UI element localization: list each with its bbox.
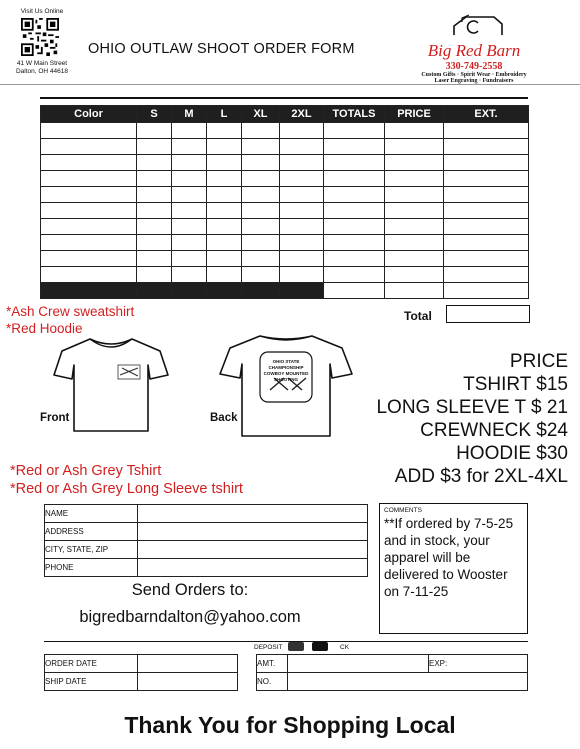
col-ext: EXT. <box>444 106 529 123</box>
order-cell[interactable] <box>41 155 137 171</box>
col-m: M <box>172 106 207 123</box>
order-cell[interactable] <box>242 251 280 267</box>
order-footer-cell[interactable] <box>324 283 385 299</box>
order-row <box>41 203 529 219</box>
order-cell[interactable] <box>207 203 242 219</box>
order-cell[interactable] <box>324 187 385 203</box>
order-footer-cell[interactable] <box>444 283 529 299</box>
order-cell[interactable] <box>324 203 385 219</box>
total-field[interactable] <box>446 305 530 323</box>
price-hoodie: HOODIE $30 <box>456 443 568 464</box>
order-cell[interactable] <box>137 139 172 155</box>
order-cell[interactable] <box>324 155 385 171</box>
form-title: OHIO OUTLAW SHOOT ORDER FORM <box>88 41 355 57</box>
ship-date-label: SHIP DATE <box>45 673 138 691</box>
order-footer-cell <box>207 283 242 299</box>
thank-you-footer: Thank You for Shopping Local <box>124 712 456 738</box>
back-print-text <box>263 359 309 383</box>
dates-table <box>44 654 238 691</box>
price-heading: PRICE <box>509 351 568 372</box>
col-2xl: 2XL <box>280 106 324 123</box>
option-tshirt: *Red or Ash Grey Tshirt <box>10 463 162 479</box>
shirt-back-label: Back <box>210 412 238 424</box>
order-cell[interactable] <box>137 219 172 235</box>
order-cell[interactable] <box>242 219 280 235</box>
qr-code[interactable] <box>21 18 59 56</box>
order-cell[interactable] <box>207 187 242 203</box>
order-cell[interactable] <box>137 155 172 171</box>
order-cell[interactable] <box>207 123 242 139</box>
order-cell[interactable] <box>137 187 172 203</box>
name-label: NAME <box>45 505 138 523</box>
order-cell[interactable] <box>444 203 529 219</box>
brand-name: Big Red Barn <box>427 41 521 60</box>
order-cell[interactable] <box>207 267 242 283</box>
order-row <box>41 235 529 251</box>
order-cell[interactable] <box>41 171 137 187</box>
city-state-zip-field[interactable] <box>138 541 368 559</box>
order-cell[interactable] <box>385 203 444 219</box>
exp-field[interactable] <box>459 655 528 673</box>
phone-label: PHONE <box>45 559 138 577</box>
order-row <box>41 123 529 139</box>
order-cell[interactable] <box>172 235 207 251</box>
order-cell[interactable] <box>324 171 385 187</box>
pricing-list <box>376 350 568 488</box>
option-long-sleeve: *Red or Ash Grey Long Sleeve tshirt <box>10 481 243 497</box>
brand-logo <box>404 14 544 84</box>
order-footer-cell[interactable] <box>385 283 444 299</box>
order-cell[interactable] <box>324 139 385 155</box>
amt-label: AMT. <box>257 655 288 673</box>
amt-field[interactable] <box>288 655 429 673</box>
order-cell[interactable] <box>207 171 242 187</box>
order-footer-cell <box>172 283 207 299</box>
comments-label: COMMENTS <box>384 507 422 514</box>
send-orders-label: Send Orders to: <box>131 581 249 599</box>
order-cell[interactable] <box>324 219 385 235</box>
order-cell[interactable] <box>207 219 242 235</box>
order-cell[interactable] <box>137 123 172 139</box>
payment-table <box>256 654 528 691</box>
order-date-label: ORDER DATE <box>45 655 138 673</box>
order-cell[interactable] <box>444 155 529 171</box>
city-state-zip-label: CITY, STATE, ZIP <box>45 541 138 559</box>
order-cell[interactable] <box>280 251 324 267</box>
order-cell[interactable] <box>444 187 529 203</box>
header-divider <box>0 84 580 85</box>
order-row <box>41 139 529 155</box>
order-cell[interactable] <box>242 203 280 219</box>
order-row <box>41 171 529 187</box>
order-footer-cell <box>242 283 280 299</box>
no-label: NO. <box>257 673 288 691</box>
order-cell[interactable] <box>242 155 280 171</box>
col-color: Color <box>41 106 137 123</box>
address-label: ADDRESS <box>45 523 138 541</box>
order-cell[interactable] <box>385 251 444 267</box>
order-cell[interactable] <box>242 171 280 187</box>
comments-text: **If ordered by 7-5-25 and in stock, your apparel will be delivered to Wooster on 7-11-25 <box>384 516 514 599</box>
order-cell[interactable] <box>242 123 280 139</box>
order-cell[interactable] <box>172 139 207 155</box>
comments-box[interactable] <box>379 503 528 634</box>
store-address <box>10 60 74 76</box>
order-table-topline <box>40 97 528 99</box>
order-cell[interactable] <box>137 235 172 251</box>
order-cell[interactable] <box>242 187 280 203</box>
options-bottom <box>10 462 243 498</box>
order-cell[interactable] <box>41 267 137 283</box>
order-cell[interactable] <box>385 139 444 155</box>
order-cell[interactable] <box>280 219 324 235</box>
no-field[interactable] <box>288 673 528 691</box>
order-cell[interactable] <box>172 187 207 203</box>
order-cell[interactable] <box>280 155 324 171</box>
order-cell[interactable] <box>41 219 137 235</box>
order-cell[interactable] <box>41 139 137 155</box>
order-footer-cell <box>280 283 324 299</box>
order-cell[interactable] <box>280 187 324 203</box>
card-icon[interactable] <box>288 642 304 651</box>
order-cell[interactable] <box>41 251 137 267</box>
brand-services-2: Laser Engraving · Fundraisers <box>434 78 514 84</box>
order-cell[interactable] <box>137 267 172 283</box>
order-cell[interactable] <box>324 235 385 251</box>
order-cell[interactable] <box>385 219 444 235</box>
order-cell[interactable] <box>137 251 172 267</box>
order-table <box>40 105 529 299</box>
col-l: L <box>207 106 242 123</box>
order-cell[interactable] <box>280 267 324 283</box>
order-cell[interactable] <box>444 267 529 283</box>
order-cell[interactable] <box>444 171 529 187</box>
col-totals: TOTALS <box>324 106 385 123</box>
order-cell[interactable] <box>444 235 529 251</box>
order-cell[interactable] <box>172 219 207 235</box>
order-cell[interactable] <box>41 123 137 139</box>
order-cell[interactable] <box>242 267 280 283</box>
payment-divider <box>44 641 528 642</box>
order-footer-row <box>41 283 529 299</box>
order-cell[interactable] <box>242 235 280 251</box>
order-cell[interactable] <box>172 171 207 187</box>
customer-info-table <box>44 504 368 577</box>
address-line-1: 41 W Main Street <box>16 60 68 67</box>
order-row <box>41 219 529 235</box>
order-cell[interactable] <box>280 171 324 187</box>
order-cell[interactable] <box>385 267 444 283</box>
total-label: Total <box>404 309 432 323</box>
tshirt-front-image <box>52 335 170 435</box>
order-cell[interactable] <box>207 139 242 155</box>
order-date-field[interactable] <box>138 655 238 673</box>
order-table-header <box>41 106 529 123</box>
order-cell[interactable] <box>172 123 207 139</box>
order-cell[interactable] <box>444 251 529 267</box>
order-cell[interactable] <box>280 139 324 155</box>
send-orders-email[interactable]: bigredbarndalton@yahoo.com <box>79 608 301 626</box>
tshirt-back-image <box>218 330 354 440</box>
order-cell[interactable] <box>207 251 242 267</box>
price-upcharge: ADD $3 for 2XL-4XL <box>394 466 568 487</box>
col-price: PRICE <box>385 106 444 123</box>
order-cell[interactable] <box>444 219 529 235</box>
visit-label: Visit Us Online <box>20 8 64 15</box>
order-row <box>41 187 529 203</box>
price-tshirt: TSHIRT $15 <box>463 374 568 395</box>
order-cell[interactable] <box>207 235 242 251</box>
order-row <box>41 155 529 171</box>
check-label: CK <box>340 644 350 651</box>
order-cell[interactable] <box>385 171 444 187</box>
order-cell[interactable] <box>324 251 385 267</box>
order-cell[interactable] <box>172 251 207 267</box>
address-field[interactable] <box>138 523 368 541</box>
order-row <box>41 251 529 267</box>
address-line-2: Dalton, OH 44618 <box>15 68 69 75</box>
deposit-label: DEPOSIT <box>254 644 283 651</box>
order-row <box>41 267 529 283</box>
order-footer-cell <box>41 283 137 299</box>
order-cell[interactable] <box>137 171 172 187</box>
option-red-hoodie: *Red Hoodie <box>6 321 83 336</box>
col-s: S <box>137 106 172 123</box>
brand-services-1: Custom Gifts · Spirit Wear · Embroidery <box>421 72 527 78</box>
order-cell[interactable] <box>324 123 385 139</box>
option-ash-crew: *Ash Crew sweatshirt <box>6 304 135 319</box>
price-crewneck: CREWNECK $24 <box>420 420 568 441</box>
order-cell[interactable] <box>324 267 385 283</box>
order-cell[interactable] <box>172 155 207 171</box>
order-cell[interactable] <box>444 123 529 139</box>
order-cell[interactable] <box>385 187 444 203</box>
barn-icon <box>434 14 514 36</box>
order-cell[interactable] <box>41 203 137 219</box>
order-cell[interactable] <box>172 203 207 219</box>
exp-label: EXP: <box>429 655 460 673</box>
order-cell[interactable] <box>242 139 280 155</box>
order-cell[interactable] <box>444 139 529 155</box>
brand-phone: 330-749-2558 <box>445 61 503 72</box>
price-long-sleeve: LONG SLEEVE T $ 21 <box>376 397 568 418</box>
order-cell[interactable] <box>280 235 324 251</box>
order-cell[interactable] <box>385 123 444 139</box>
name-field[interactable] <box>138 505 368 523</box>
back-print-line-1: OHIO STATE CHAMPIONSHIP <box>268 359 304 370</box>
order-cell[interactable] <box>280 123 324 139</box>
order-cell[interactable] <box>41 235 137 251</box>
order-cell[interactable] <box>280 203 324 219</box>
order-cell[interactable] <box>385 155 444 171</box>
ship-date-field[interactable] <box>138 673 238 691</box>
order-cell[interactable] <box>172 267 207 283</box>
order-cell[interactable] <box>41 187 137 203</box>
options-top <box>6 303 134 337</box>
back-print-line-2: COWBOY MOUNTED SHOOTING <box>263 371 309 382</box>
col-xl: XL <box>242 106 280 123</box>
order-footer-cell <box>137 283 172 299</box>
shirt-front-label: Front <box>40 412 70 424</box>
order-cell[interactable] <box>137 203 172 219</box>
order-cell[interactable] <box>385 235 444 251</box>
phone-field[interactable] <box>138 559 368 577</box>
order-cell[interactable] <box>207 155 242 171</box>
card-icon-2[interactable] <box>312 642 328 651</box>
